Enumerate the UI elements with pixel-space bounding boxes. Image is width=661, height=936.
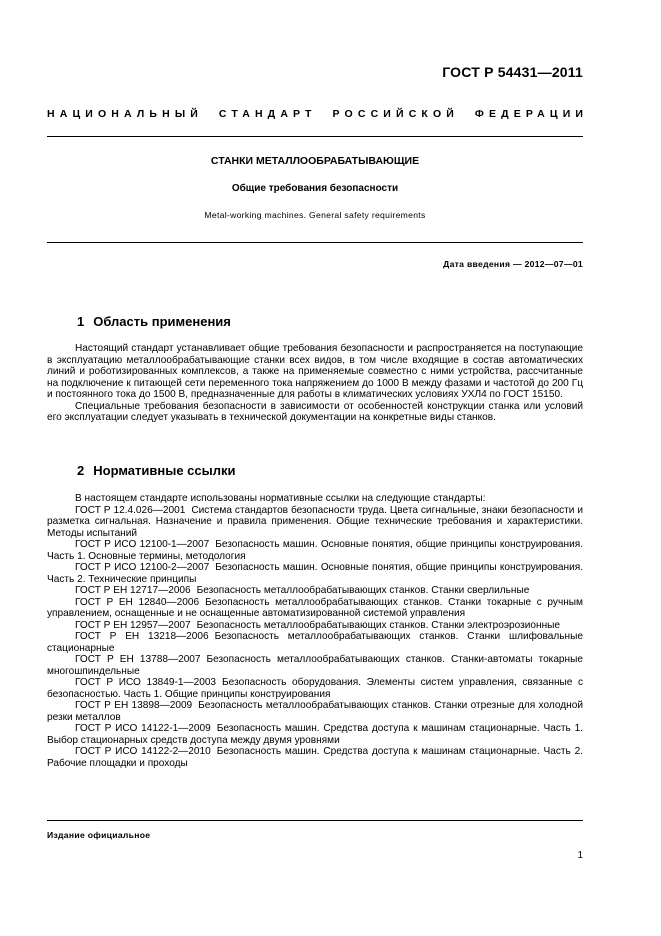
reference-item (47, 562, 583, 585)
reference-code: ГОСТ Р ЕН 13788—2007 (75, 654, 201, 665)
reference-code: ГОСТ Р ИСО 14122-1—2009 (75, 723, 211, 734)
reference-item (47, 505, 583, 540)
page-number: 1 (577, 850, 583, 861)
reference-code: ГОСТ Р ИСО 12100-1—2007 (75, 539, 210, 550)
national-standard-word: СТАНДАРТ (218, 108, 317, 120)
reference-code: ГОСТ Р ЕН 12840—2006 (75, 596, 200, 608)
reference-code: ГОСТ Р ЕН 13218—2006 (75, 631, 209, 642)
reference-text: Безопасность металлообрабатывающих станков. Станки шлифовальные стационарные (47, 631, 583, 654)
national-standard-heading (47, 108, 589, 120)
reference-item (47, 700, 583, 723)
reference-item (47, 677, 583, 700)
reference-item (47, 723, 583, 746)
header-divider (47, 136, 583, 137)
paragraph: Специальные требования безопасности в зависимости от особенностей конструкции станка или условий его эксплуатации следует указывать в технической документации на конкретные виды станков. (47, 400, 583, 423)
reference-code: ГОСТ Р ЕН 12957—2007 (75, 619, 191, 631)
reference-item (47, 539, 583, 562)
reference-item (47, 631, 583, 654)
paragraph: В настоящем стандарте использованы нормативные ссылки на следующие стандарты: (75, 493, 486, 504)
section-title: Нормативные ссылки (93, 463, 236, 478)
introduction-date: Дата введения — 2012—07—01 (443, 259, 583, 269)
reference-text: Безопасность машин. Основные понятия, общие принципы конструирования. Часть 1. Основные термины, методология (47, 539, 583, 562)
national-standard-word: РОССИЙСКОЙ (332, 108, 459, 120)
section-1-body (47, 343, 583, 424)
footer-divider (47, 820, 583, 821)
reference-text: Безопасность металлообрабатывающих станков. Станки токарные с ручным управлением, оснащенные и не оснащенные автоматизированной системой управления (47, 596, 583, 619)
reference-text: Безопасность машин. Средства доступа к машинам стационарные. Часть 1. Выбор стационарных средств доступа между двумя уровнями (47, 723, 583, 746)
reference-item (47, 746, 583, 769)
reference-code: ГОСТ Р 12.4.026—2001 (75, 504, 186, 516)
section-title: Область применения (93, 314, 231, 329)
reference-code: ГОСТ Р ЕН 12717—2006 (75, 585, 191, 596)
reference-text: Безопасность оборудования. Элементы систем управления, связанные с безопасностью. Часть 1. Общие принципы конструирования (47, 677, 583, 700)
document-subtitle: Общие требования безопасности (231, 183, 399, 194)
document-title: СТАНКИ МЕТАЛЛООБРАБАТЫВАЮЩИЕ (210, 155, 420, 167)
reference-text: Безопасность металлообрабатывающих станков. Станки сверлильные (196, 585, 530, 596)
reference-item (47, 585, 583, 597)
section-number: 1 (77, 314, 85, 329)
reference-code: ГОСТ Р ИСО 12100-2—2007 (75, 562, 210, 573)
national-standard-word: НАЦИОНАЛЬНЫЙ (47, 108, 203, 120)
reference-code: ГОСТ Р ЕН 13898—2009 (75, 700, 193, 711)
reference-code: ГОСТ Р ИСО 14122-2—2010 (75, 746, 211, 757)
reference-text: Безопасность металлообрабатывающих станков. Станки отрезные для холодной резки металлов (47, 700, 583, 723)
document-title-english: Metal-working machines. General safety requirements (204, 210, 426, 220)
section-2-body (47, 493, 583, 769)
title-divider (47, 242, 583, 243)
reference-item (47, 620, 583, 632)
reference-item (47, 597, 583, 620)
reference-item (47, 654, 583, 677)
section-heading (77, 463, 235, 478)
document-code: ГОСТ Р 54431—2011 (442, 64, 583, 80)
reference-code: ГОСТ Р ИСО 13849-1—2003 (75, 677, 217, 688)
national-standard-word: ФЕДЕРАЦИИ (474, 108, 589, 120)
section-heading (77, 314, 231, 329)
paragraph: Настоящий стандарт устанавливает общие требования безопасности и распространяется на поступающие в эксплуатацию металлообрабатывающие станки всех видов, в том числе входящие в состав автоматических линий и роботизированных комплексов, а также на применяемые совместно с ними устройства, рассчитанные на подключение к питающей сети переменного тока напряжением до 1000 В между фазами и частотой до 200 Гц и постоянного тока до 1500 В, предназначенные для работы в климатических условиях УХЛ4 по ГОСТ 15150. (47, 343, 583, 400)
reference-text: Безопасность машин. Средства доступа к машинам стационарные. Часть 2. Рабочие площадки и проходы (47, 746, 583, 769)
reference-text: Безопасность машин. Основные понятия, общие принципы конструирования. Часть 2. Технические принципы (47, 562, 583, 585)
reference-text: Система стандартов безопасности труда. Цвета сигнальные, знаки безопасности и разметка сигнальная. Назначение и правила применения. Общие технические требования и характеристики. Методы испытаний (47, 504, 583, 539)
reference-text: Безопасность металлообрабатывающих станков. Станки-автоматы токарные многошпиндельные (47, 654, 583, 677)
edition-label: Издание официальное (47, 830, 151, 840)
section-number: 2 (77, 463, 85, 478)
reference-text: Безопасность металлообрабатывающих станков. Станки электроэрозионные (196, 619, 561, 631)
